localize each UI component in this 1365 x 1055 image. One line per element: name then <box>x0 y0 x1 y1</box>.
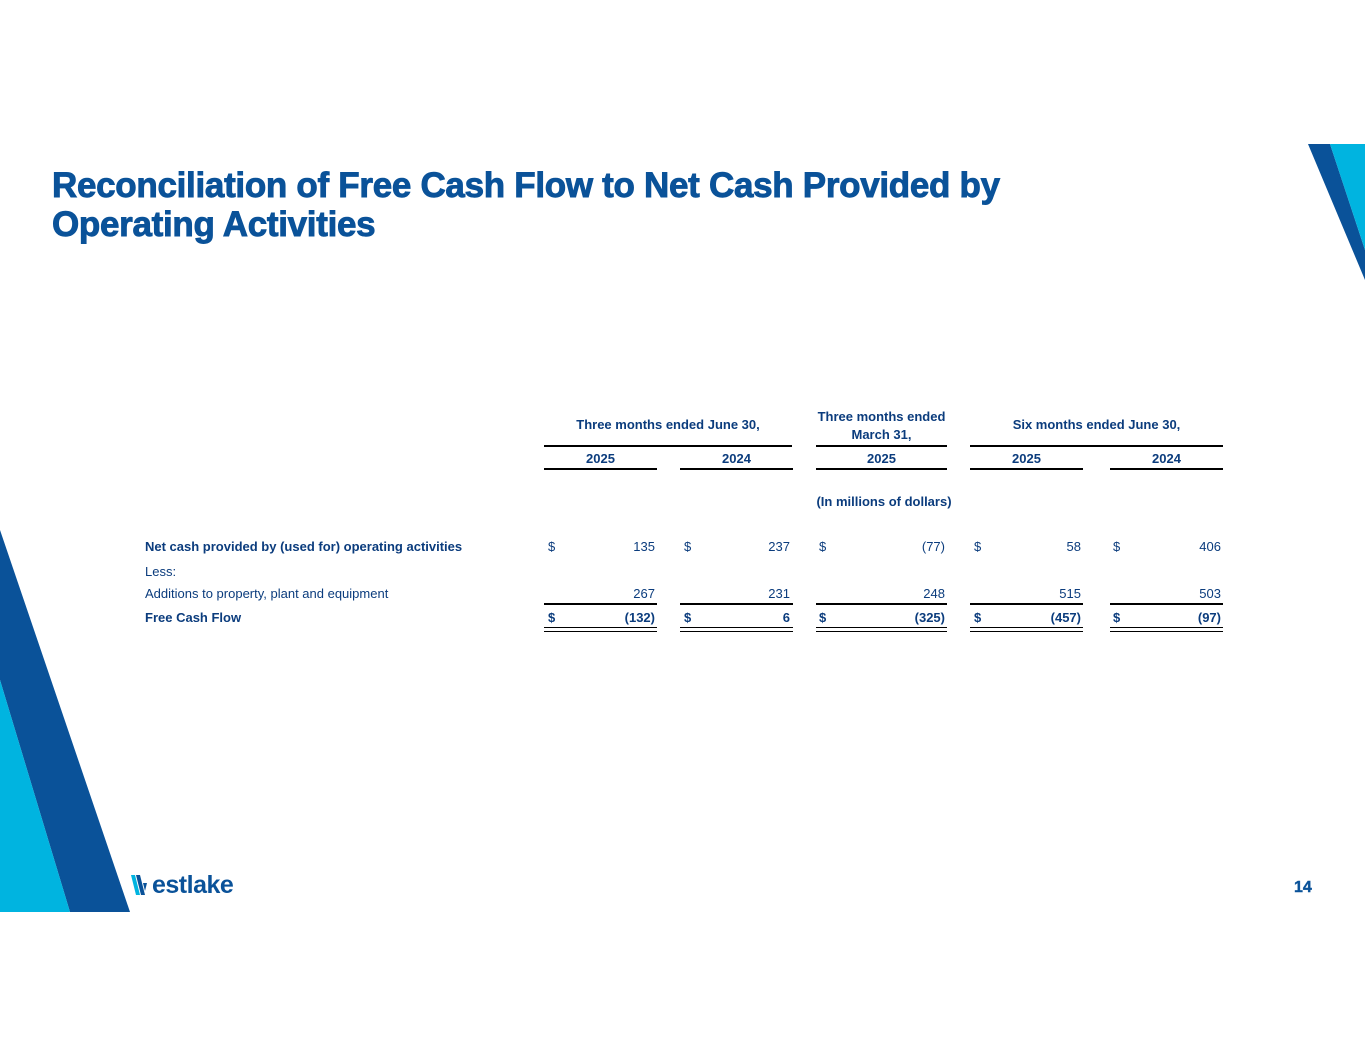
cell-value: (132) <box>624 610 655 625</box>
rule-year <box>680 468 793 470</box>
rule-total-double <box>544 627 657 632</box>
year-header: 2025 <box>1012 451 1041 466</box>
cell-value: (77) <box>921 539 945 554</box>
rule-year <box>1110 468 1223 470</box>
rule-year <box>970 468 1083 470</box>
currency-symbol: $ <box>974 539 982 554</box>
currency-symbol: $ <box>548 610 556 625</box>
row-label-additions: Additions to property, plant and equipment <box>145 586 389 601</box>
westlake-logo-mark-icon <box>131 873 153 897</box>
title-line-2: Operating Activities <box>52 205 376 244</box>
year-header: 2024 <box>722 451 751 466</box>
cell-value: 58 <box>1066 539 1081 554</box>
row-label-net-cash: Net cash provided by (used for) operating activities <box>145 539 463 554</box>
currency-symbol: $ <box>684 539 692 554</box>
row-label-less: Less: <box>145 564 177 579</box>
cell-value: 135 <box>633 539 655 554</box>
rule-total-double <box>816 627 947 632</box>
cell-value: 515 <box>1059 586 1081 601</box>
rule-subtotal <box>970 603 1083 605</box>
rule-year <box>544 468 657 470</box>
title-line-1: Reconciliation of Free Cash Flow to Net Cash Provided by <box>52 166 1000 205</box>
units-note: (In millions of dollars) <box>816 494 952 509</box>
logo-text: estlake <box>152 871 234 899</box>
currency-symbol: $ <box>819 539 827 554</box>
year-header: 2024 <box>1152 451 1181 466</box>
page-number: 14 <box>1294 879 1312 896</box>
rule-group-1 <box>544 445 792 447</box>
cell-value: 231 <box>768 586 790 601</box>
currency-symbol: $ <box>1113 610 1121 625</box>
westlake-logo <box>131 870 233 900</box>
rule-year <box>816 468 947 470</box>
cell-value: (325) <box>914 610 945 625</box>
cell-value: 237 <box>768 539 790 554</box>
header-march-line-1: Three months ended <box>817 409 946 424</box>
header-march-line-2: March 31, <box>851 427 912 442</box>
year-header: 2025 <box>867 451 896 466</box>
decorative-stripes-right <box>1300 140 1365 280</box>
currency-symbol: $ <box>684 610 692 625</box>
currency-symbol: $ <box>548 539 556 554</box>
currency-symbol: $ <box>1113 539 1121 554</box>
rule-subtotal <box>816 603 947 605</box>
header-three-months-march <box>816 408 947 444</box>
rule-total-double <box>680 627 793 632</box>
rule-total-double <box>970 627 1083 632</box>
cell-value: 6 <box>782 610 790 625</box>
cell-value: (97) <box>1197 610 1221 625</box>
cell-value: 503 <box>1199 586 1221 601</box>
currency-symbol: $ <box>819 610 827 625</box>
rule-group-2 <box>816 445 947 447</box>
row-label-free-cash-flow: Free Cash Flow <box>145 610 242 625</box>
year-header: 2025 <box>586 451 615 466</box>
cell-value: 267 <box>633 586 655 601</box>
cell-value: 406 <box>1199 539 1221 554</box>
cell-value: 248 <box>923 586 945 601</box>
currency-symbol: $ <box>974 610 982 625</box>
decorative-stripes-left <box>0 530 135 915</box>
cell-value: (457) <box>1050 610 1081 625</box>
page-title <box>52 166 1252 244</box>
rule-total-double <box>1110 627 1223 632</box>
header-six-months-june: Six months ended June 30, <box>1012 417 1181 432</box>
rule-subtotal <box>1110 603 1223 605</box>
rule-group-3 <box>970 445 1223 447</box>
rule-subtotal <box>680 603 793 605</box>
header-three-months-june: Three months ended June 30, <box>576 417 760 432</box>
rule-subtotal <box>544 603 657 605</box>
